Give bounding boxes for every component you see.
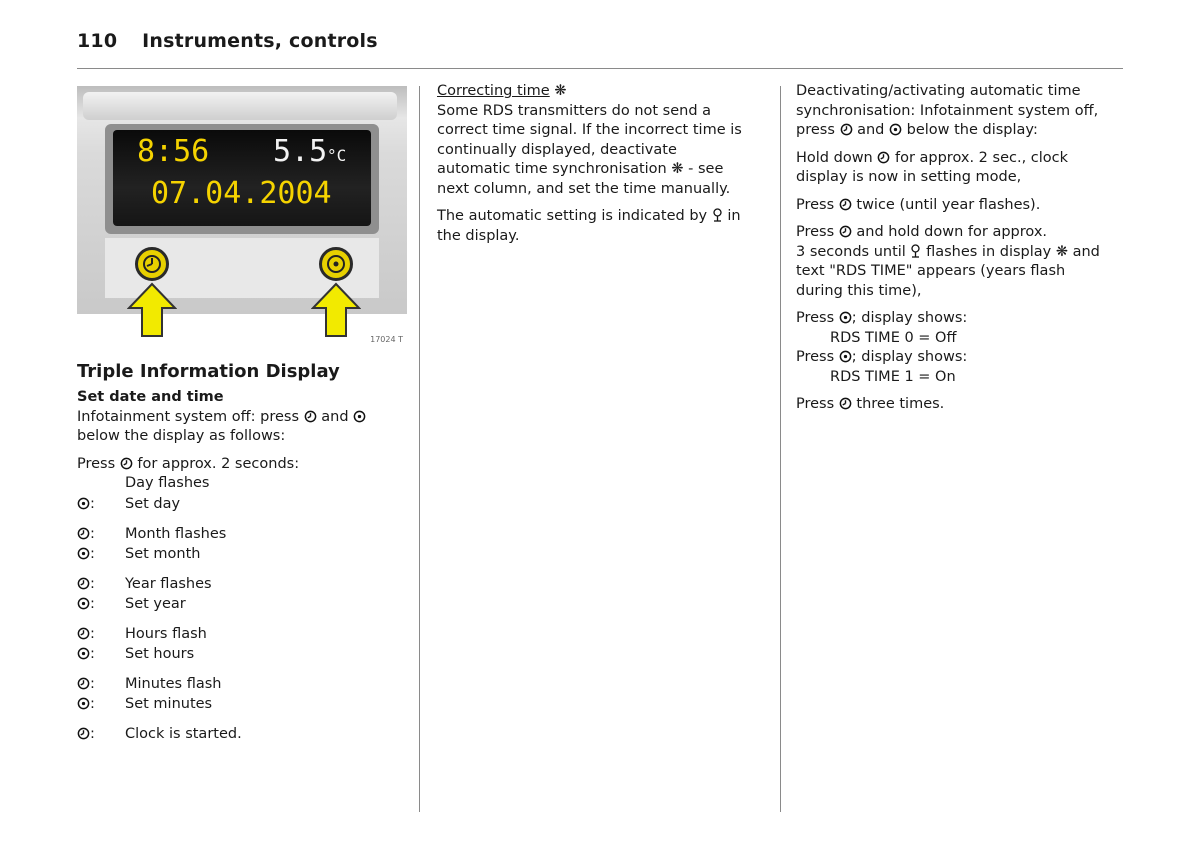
arrow-up-icon <box>127 282 177 338</box>
set-icon <box>77 597 90 610</box>
step-row <box>77 574 407 594</box>
display-temperature: 5.5 <box>273 134 328 169</box>
text: press <box>796 122 835 138</box>
colon: : <box>90 525 95 542</box>
press-twice-paragraph <box>796 196 1126 216</box>
text: in <box>727 208 741 224</box>
clock-icon <box>77 677 90 690</box>
hold-down-paragraph <box>796 149 1126 188</box>
text: next column, and set the time manually. <box>437 180 731 197</box>
text: synchronisation: Infotainment system off, <box>796 102 1099 119</box>
clock-icon <box>77 627 90 640</box>
clock-icon <box>840 123 853 136</box>
set-icon <box>839 350 852 363</box>
colon: : <box>90 625 95 642</box>
clock-icon <box>839 397 852 410</box>
colon: : <box>90 645 95 662</box>
step-row <box>77 674 407 694</box>
step-row <box>77 724 407 744</box>
step-row <box>77 494 407 514</box>
rds-time-off: RDS TIME 0 = Off <box>830 329 957 346</box>
text: Infotainment system off: press <box>77 408 300 425</box>
step-row <box>77 624 407 644</box>
heading-text: Correcting time <box>437 83 550 99</box>
step-text: Set month <box>125 545 201 562</box>
text: ; display shows: <box>851 310 968 326</box>
step-text: Set minutes <box>125 695 213 712</box>
text: and <box>1072 243 1100 260</box>
clock-icon <box>77 577 90 590</box>
text: Press <box>796 224 835 240</box>
set-icon <box>77 497 90 510</box>
clock-icon <box>839 225 852 238</box>
set-icon <box>77 647 90 660</box>
text: Press <box>796 310 835 326</box>
clock-button <box>135 247 169 281</box>
section-title: Triple Information Display <box>77 361 340 382</box>
panel-top-bezel <box>83 92 397 120</box>
set-icon <box>353 410 366 423</box>
press-instruction <box>77 455 407 475</box>
column-1 <box>77 360 407 744</box>
arrow-up-icon <box>311 282 361 338</box>
rds-symbol-icon: ❋ <box>554 83 567 99</box>
text: and <box>857 122 885 138</box>
rds-symbol-icon: ❋ <box>671 161 684 177</box>
text: display is now in setting mode, <box>796 169 1022 185</box>
clock-icon <box>77 527 90 540</box>
step-text: Year flashes <box>125 575 212 592</box>
step-text: Set day <box>125 495 181 512</box>
step-text: Set hours <box>125 645 195 662</box>
text: automatic time synchronisation <box>437 161 667 177</box>
step-row <box>77 644 407 664</box>
text: the display. <box>437 227 520 244</box>
press-three-times <box>796 395 1126 415</box>
clock-icon <box>77 727 90 740</box>
clock-icon <box>120 457 133 470</box>
column-3 <box>796 82 1126 423</box>
set-button <box>319 247 353 281</box>
clock-icon <box>839 198 852 211</box>
step-row <box>77 594 407 614</box>
step-text: Set year <box>125 595 186 612</box>
text: Press <box>796 349 835 365</box>
step-text: Month flashes <box>125 525 227 542</box>
header-rule <box>77 68 1123 69</box>
display-temperature-unit: °C <box>327 146 347 165</box>
display-date: 07.04.2004 <box>151 176 332 211</box>
colon: : <box>90 725 95 742</box>
page-header <box>77 30 378 52</box>
press-set-line <box>796 348 1126 368</box>
text: for approx. 2 seconds: <box>137 455 300 472</box>
step-text: Clock is started. <box>125 725 242 742</box>
colon: : <box>90 595 95 612</box>
text: below the display as follows: <box>77 428 286 444</box>
press-hold-paragraph <box>796 223 1126 301</box>
antenna-icon <box>910 244 921 258</box>
text: - see <box>688 161 724 177</box>
text: continually displayed, deactivate <box>437 141 677 158</box>
text: Press <box>77 455 116 472</box>
page-title: Instruments, controls <box>142 30 378 52</box>
rds-symbol-icon: ❋ <box>1055 243 1068 260</box>
colon: : <box>90 675 95 692</box>
text: Press <box>796 396 835 412</box>
step-text: Hours flash <box>125 625 207 642</box>
colon: : <box>90 575 95 592</box>
text: Deactivating/activating automatic time <box>796 83 1081 99</box>
rds-time-on: RDS TIME 1 = On <box>830 368 956 385</box>
page-number: 110 <box>77 30 118 52</box>
step-text: Minutes flash <box>125 675 222 692</box>
text: for approx. 2 sec., clock <box>894 149 1069 166</box>
text: Press <box>796 196 835 213</box>
deactivate-paragraph <box>796 82 1126 141</box>
subheading: Set date and time <box>77 389 224 405</box>
clock-icon <box>877 151 890 164</box>
text: twice (until year flashes). <box>856 196 1041 213</box>
text: below the display: <box>906 122 1038 138</box>
day-flashes: Day flashes <box>125 475 210 491</box>
display-time: 8:56 <box>137 134 210 169</box>
correcting-time-heading <box>437 82 767 102</box>
text: and hold down for approx. <box>856 224 1048 240</box>
text: three times. <box>856 396 945 412</box>
set-icon <box>839 311 852 324</box>
figure-code: 17024 T <box>370 335 403 344</box>
text: correct time signal. If the incorrect time is <box>437 122 742 138</box>
automatic-setting-paragraph <box>437 207 767 246</box>
text: Hold down <box>796 149 873 166</box>
column-divider-2 <box>780 86 781 812</box>
text: The automatic setting is indicated by <box>437 208 708 224</box>
text: flashes in display <box>926 243 1052 260</box>
text: ; display shows: <box>851 349 968 365</box>
set-icon <box>77 697 90 710</box>
text: during this time), <box>796 282 922 299</box>
step-row <box>77 544 407 564</box>
step-row <box>77 524 407 544</box>
set-icon <box>889 123 902 136</box>
press-set-line <box>796 309 1126 329</box>
instrument-figure <box>77 86 407 344</box>
antenna-icon <box>712 208 723 222</box>
text: text "RDS TIME" appears (years flash <box>796 263 1066 279</box>
clock-icon <box>304 410 317 423</box>
colon: : <box>90 545 95 562</box>
step-row <box>77 694 407 714</box>
column-divider-1 <box>419 86 420 812</box>
colon: : <box>90 695 95 712</box>
correcting-time-paragraph <box>437 102 767 200</box>
text: and <box>321 408 349 425</box>
intro-paragraph <box>77 408 407 447</box>
colon: : <box>90 495 95 512</box>
set-icon <box>77 547 90 560</box>
triple-info-display <box>113 130 371 226</box>
text: Some RDS transmitters do not send a <box>437 102 712 119</box>
column-2 <box>437 82 767 254</box>
text: 3 seconds until <box>796 243 906 260</box>
